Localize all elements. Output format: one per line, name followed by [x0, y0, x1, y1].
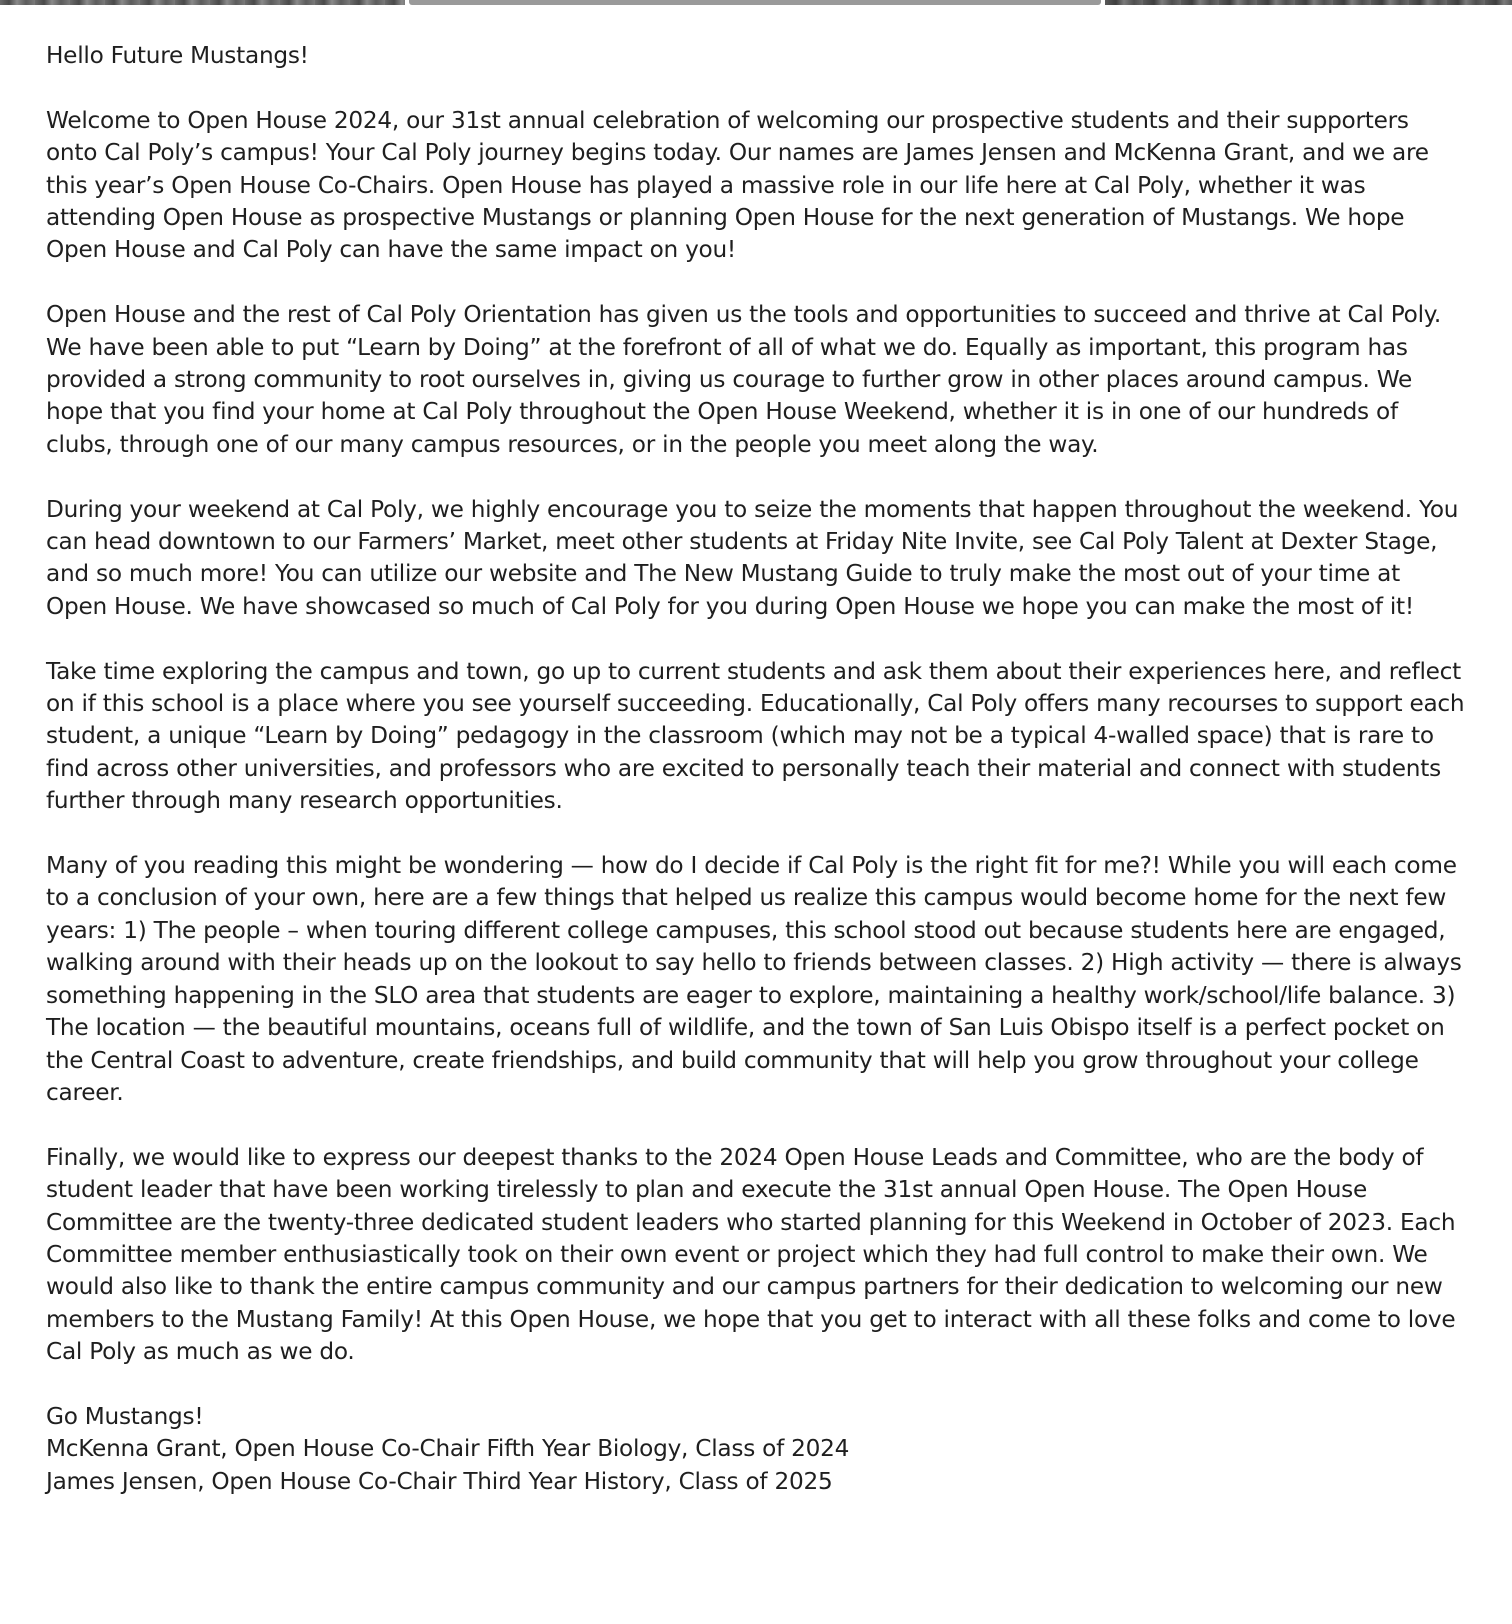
letter-paragraph-1: Welcome to Open House 2024, our 31st annual celebration of welcoming our prospective students and their supporters onto Cal Poly’s campus! Your Cal Poly journey begins today. Our names are James Jensen and McKenna Grant, and we are this year’s Open House Co-Chairs. Open House has played a massive role in our life here at Cal Poly, whether it was attending Open House as prospective Mustangs or planning Open House for the next generation of Mustangs. We hope Open House and Cal Poly can have the same impact on you!: [46, 106, 1429, 264]
header-photo-left: [0, 0, 405, 5]
letter-closing: Go Mustangs!: [46, 1402, 204, 1430]
letter-signoff: [46, 1401, 1466, 1498]
letter-paragraph-6: Finally, we would like to express our deepest thanks to the 2024 Open House Leads and Committee, who are the body of student leader that have been working tirelessly to plan and execute the 31st annual Open House. The Open House Committee are the twenty-three dedicated student leaders who started planning for this Weekend in October of 2023. Each Committee member enthusiastically took on their own event or project which they had full control to make their own. We would also like to thank the entire campus community and our campus partners for their dedication to welcoming our new members to the Mustang Family! At this Open House, we hope that you get to interact with all these folks and come to love Cal Poly as much as we do.: [46, 1143, 1456, 1366]
signature-line: James Jensen, Open House Co-Chair Third Year History, Class of 2025: [46, 1467, 833, 1495]
header-photo-right: [1105, 0, 1512, 5]
letter-paragraph-4: Take time exploring the campus and town, go up to current students and ask them about their experiences here, and reflect on if this school is a place where you see yourself succeeding. Educationally, Cal Poly offers many recourses to support each student, a unique “Learn by Doing” pedagogy in the classroom (which may not be a typical 4-walled space) that is rare to find across other universities, and professors who are excited to personally teach their material and connect with students further through many research opportunities.: [46, 657, 1465, 815]
header-image-strip: [0, 0, 1512, 5]
header-divider-bar: [409, 0, 1101, 5]
letter-greeting: Hello Future Mustangs!: [46, 42, 309, 69]
welcome-letter: [46, 40, 1466, 1498]
letter-paragraph-2: Open House and the rest of Cal Poly Orientation has given us the tools and opportunities to succeed and thrive at Cal Poly. We have been able to put “Learn by Doing” at the forefront of all of what we do. Equally as important, this program has provided a strong community to root ourselves in, giving us courage to further grow in other places around campus. We hope that you find your home at Cal Poly throughout the Open House Weekend, whether it is in one of our hundreds of clubs, through one of our many campus resources, or in the people you meet along the way.: [46, 301, 1442, 458]
letter-paragraph-5: Many of you reading this might be wondering — how do I decide if Cal Poly is the right fit for me?! While you will each come to a conclusion of your own, here are a few things that helped us realize this campus would become home for the next few years: 1) The people – when touring different college campuses, this school stood out because students here are engaged, walking around with their heads up on the lookout to say hello to friends between classes. 2) High activity — there is always something happening in the SLO area that students are eager to explore, maintaining a healthy work/school/life balance. 3) The location — the beautiful mountains, oceans full of wildlife, and the town of San Luis Obispo itself is a perfect pocket on the Central Coast to adventure, create friendships, and build community that will help you grow throughout your college career.: [46, 852, 1462, 1106]
signature-line: McKenna Grant, Open House Co-Chair Fifth Year Biology, Class of 2024: [46, 1435, 850, 1463]
letter-paragraph-3: During your weekend at Cal Poly, we highly encourage you to seize the moments that happen throughout the weekend. You can head downtown to our Farmers’ Market, meet other students at Friday Nite Invite, see Cal Poly Talent at Dexter Stage, and so much more! You can utilize our website and The New Mustang Guide to truly make the most out of your time at Open House. We have showcased so much of Cal Poly for you during Open House we hope you can make the most of it!: [46, 495, 1459, 620]
